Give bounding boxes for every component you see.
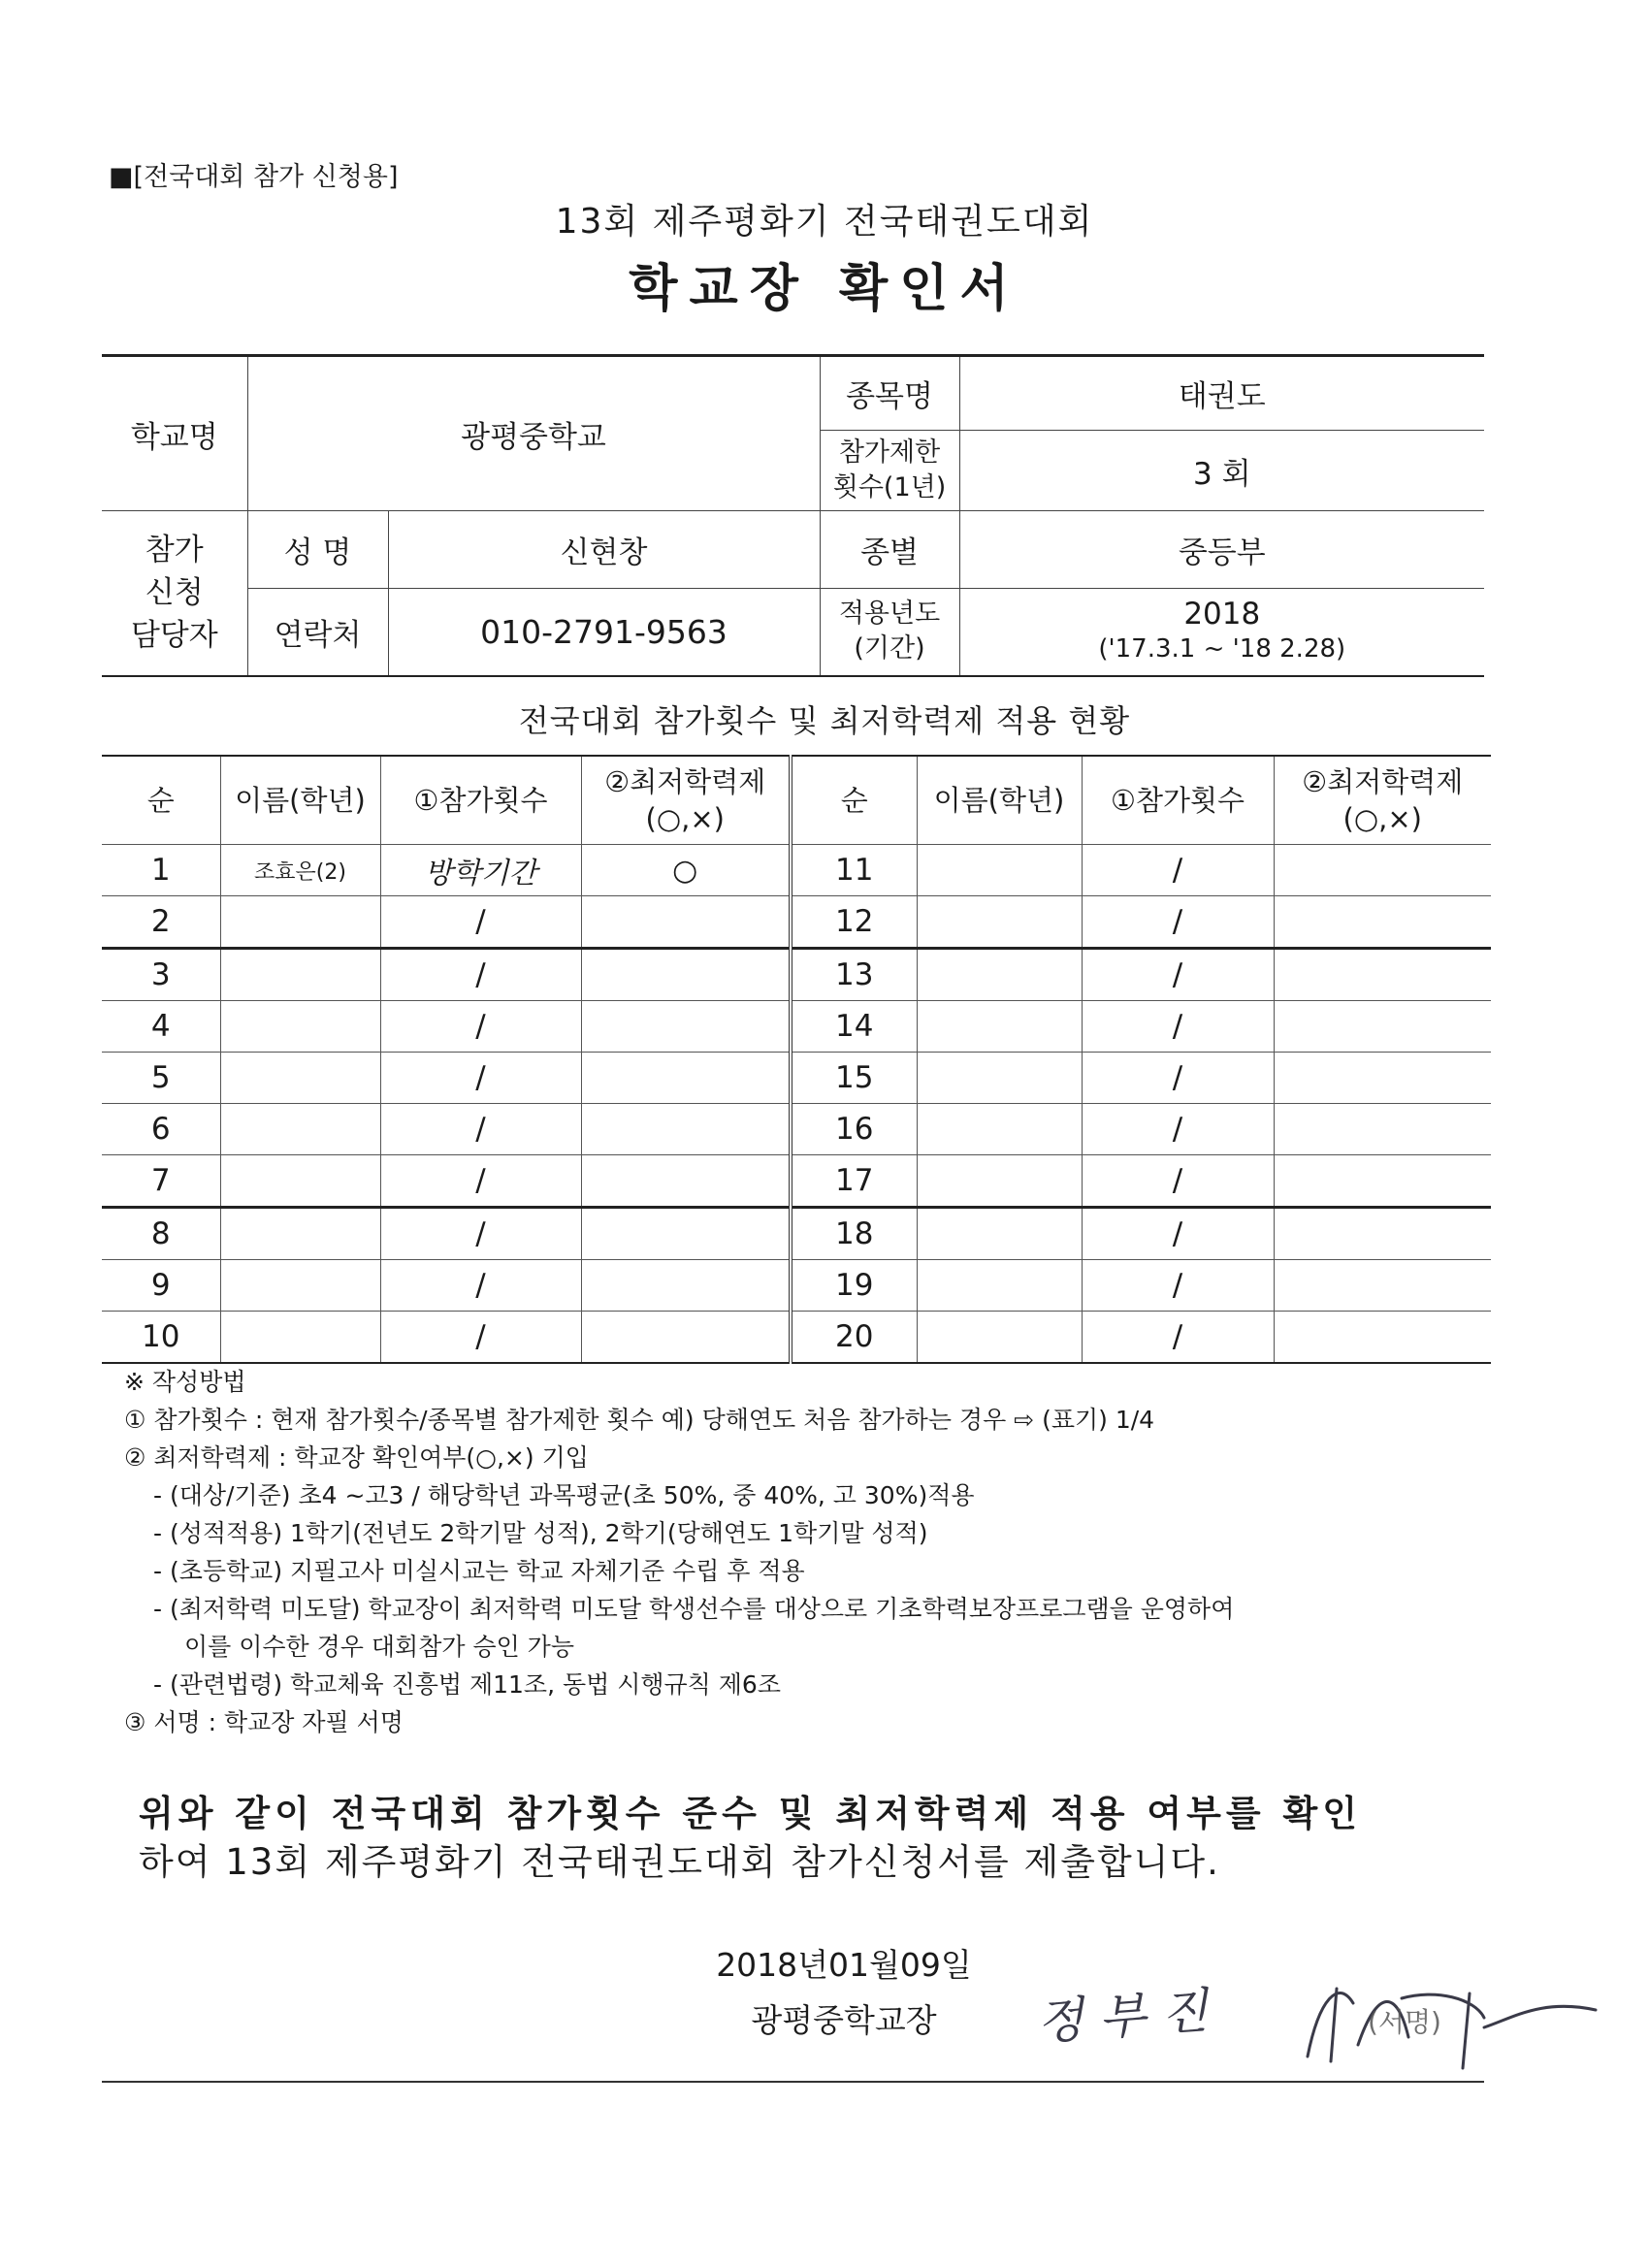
row-min-grade-2	[1274, 1208, 1491, 1260]
row-name	[220, 949, 380, 1001]
instruction-line: ① 참가횟수 : 현재 참가횟수/종목별 참가제한 횟수 예) 당해연도 처음 참가하는 경우 ⇨ (표기) 1/4	[124, 1406, 1155, 1434]
row-name-2	[917, 949, 1082, 1001]
row-min-grade	[581, 949, 791, 1001]
row-no: 5	[102, 1053, 220, 1104]
form-type-tag: ■[전국대회 참가 신청용]	[109, 162, 399, 192]
event-title: 13회 제주평화기 전국태권도대회	[555, 202, 1094, 242]
row-count: /	[380, 1001, 581, 1053]
table-row	[102, 1155, 1491, 1208]
table-row	[102, 896, 1491, 949]
row-min-grade-2	[1274, 1104, 1491, 1155]
row-name	[220, 1104, 380, 1155]
instruction-line: - (초등학교) 지필고사 미실시교는 학교 자체기준 수립 후 적용	[153, 1557, 805, 1585]
row-no: 9	[102, 1260, 220, 1312]
row-count-2: /	[1082, 949, 1274, 1001]
row-count-2: /	[1082, 1208, 1274, 1260]
row-name-2	[917, 1312, 1082, 1364]
applicant-label	[102, 511, 247, 676]
row-min-grade	[581, 1053, 791, 1104]
row-no: 8	[102, 1208, 220, 1260]
row-count-2: /	[1082, 1155, 1274, 1208]
row-no: 7	[102, 1155, 220, 1208]
row-no: 4	[102, 1001, 220, 1053]
row-no-2: 13	[791, 949, 917, 1001]
row-name-2	[917, 1104, 1082, 1155]
row-name-2	[917, 1260, 1082, 1312]
applicant-label-line1: 참가	[145, 533, 204, 568]
row-count: /	[380, 1312, 581, 1364]
table-row	[102, 1104, 1491, 1155]
instruction-line: 이를 이수한 경우 대회참가 승인 가능	[184, 1633, 574, 1661]
row-count: /	[380, 896, 581, 949]
row-no: 6	[102, 1104, 220, 1155]
row-no: 10	[102, 1312, 220, 1364]
instructions	[124, 1363, 1502, 1741]
header-min-grade-2-line2: (○,×)	[1342, 802, 1422, 835]
table-row	[102, 949, 1491, 1001]
applicant-label-line3: 담당자	[130, 618, 218, 654]
row-min-grade	[581, 1208, 791, 1260]
header-min-grade	[581, 756, 791, 845]
header-count-2: ①참가횟수	[1082, 756, 1274, 845]
header-min-grade-line1: ②최저학력제	[604, 765, 766, 798]
row-min-grade-2	[1274, 1155, 1491, 1208]
row-min-grade-2	[1274, 1312, 1491, 1364]
row-name	[220, 1001, 380, 1053]
row-min-grade	[581, 1312, 791, 1364]
row-name	[220, 1312, 380, 1364]
row-no-2: 20	[791, 1312, 917, 1364]
name-label: 성 명	[247, 511, 388, 589]
info-table	[102, 354, 1484, 677]
participation-table	[102, 755, 1491, 1364]
header-min-grade-2-line1: ②최저학력제	[1302, 765, 1464, 798]
instruction-line: - (대상/기준) 초4 ~고3 / 해당학년 과목평균(초 50%, 중 40%, 고 30%)적용	[153, 1481, 975, 1509]
row-name-2	[917, 896, 1082, 949]
instruction-line: ② 최저학력제 : 학교장 확인여부(○,×) 기입	[124, 1443, 589, 1472]
instruction-line: - (성적적용) 1학기(전년도 2학기말 성적), 2학기(당해연도 1학기말 성적)	[153, 1519, 928, 1547]
row-no-2: 16	[791, 1104, 917, 1155]
year-value-cell	[959, 589, 1484, 676]
row-min-grade	[581, 1155, 791, 1208]
table-row	[102, 845, 1491, 896]
header-name-2: 이름(학년)	[917, 756, 1082, 845]
year-label-line1: 적용년도	[838, 599, 941, 630]
school-label: 학교명	[102, 356, 247, 511]
signature-seal-text: (서명)	[1368, 2006, 1441, 2038]
row-name-2	[917, 1001, 1082, 1053]
row-name	[220, 1155, 380, 1208]
limit-label-line2: 횟수(1년)	[832, 472, 947, 502]
event-value: 태권도	[959, 356, 1484, 431]
row-name: 조효은(2)	[220, 845, 380, 896]
row-name-2	[917, 845, 1082, 896]
row-count: /	[380, 949, 581, 1001]
row-no-2: 19	[791, 1260, 917, 1312]
header-no: 순	[102, 756, 220, 845]
row-min-grade-2	[1274, 1260, 1491, 1312]
table-row	[102, 1260, 1491, 1312]
row-no-2: 15	[791, 1053, 917, 1104]
submission-date: 2018년01월09일	[716, 1946, 972, 1984]
header-min-grade-line2: (○,×)	[645, 802, 725, 835]
row-no-2: 12	[791, 896, 917, 949]
row-name-2	[917, 1053, 1082, 1104]
signature-scribble	[1308, 1989, 1596, 2068]
instruction-line: - (관련법령) 학교체육 진흥법 제11조, 동법 시행규칙 제6조	[153, 1670, 781, 1699]
instruction-line: ③ 서명 : 학교장 자필 서명	[124, 1708, 404, 1736]
row-no-2: 18	[791, 1208, 917, 1260]
row-min-grade-2	[1274, 896, 1491, 949]
instruction-line: - (최저학력 미도달) 학교장이 최저학력 미도달 학생선수를 대상으로 기초학력보장프로그램을 운영하여	[153, 1595, 1235, 1623]
document-title: 학교장 확인서	[629, 260, 1020, 318]
row-count-2: /	[1082, 1312, 1274, 1364]
row-no-2: 14	[791, 1001, 917, 1053]
limit-label-line1: 참가제한	[838, 437, 941, 468]
row-no-2: 17	[791, 1155, 917, 1208]
header-no-2: 순	[791, 756, 917, 845]
year-value: 2018	[1183, 597, 1261, 632]
row-min-grade-2	[1274, 1001, 1491, 1053]
row-min-grade	[581, 1104, 791, 1155]
row-min-grade	[581, 1260, 791, 1312]
row-name	[220, 1260, 380, 1312]
confirmation-statement	[139, 1790, 1477, 1887]
row-no: 2	[102, 896, 220, 949]
header-min-grade-2	[1274, 756, 1491, 845]
table-row	[102, 1208, 1491, 1260]
principal-signature	[1028, 1960, 1600, 2076]
row-count: /	[380, 1260, 581, 1312]
row-count: /	[380, 1104, 581, 1155]
limit-label	[820, 431, 959, 511]
bottom-rule	[102, 2081, 1484, 2083]
table-row	[102, 1312, 1491, 1364]
school-name: 광평중학교	[247, 356, 820, 511]
applicant-name: 신현창	[388, 511, 820, 589]
row-count: /	[380, 1155, 581, 1208]
row-count-2: /	[1082, 1001, 1274, 1053]
row-count-2: /	[1082, 1260, 1274, 1312]
row-min-grade-2	[1274, 1053, 1491, 1104]
row-name-2	[917, 1155, 1082, 1208]
event-label: 종목명	[820, 356, 959, 431]
row-no: 3	[102, 949, 220, 1001]
header-name: 이름(학년)	[220, 756, 380, 845]
row-no: 1	[102, 845, 220, 896]
header-count: ①참가횟수	[380, 756, 581, 845]
contact-value: 010-2791-9563	[388, 589, 820, 676]
row-name-2	[917, 1208, 1082, 1260]
row-count: /	[380, 1208, 581, 1260]
row-name	[220, 1208, 380, 1260]
row-min-grade-2	[1274, 845, 1491, 896]
row-name	[220, 896, 380, 949]
row-count-2: /	[1082, 845, 1274, 896]
row-count-2: /	[1082, 896, 1274, 949]
limit-value: 3 회	[959, 431, 1484, 511]
period-value: ('17.3.1 ~ '18 2.28)	[1098, 634, 1346, 664]
row-count-2: /	[1082, 1053, 1274, 1104]
table-row	[102, 1001, 1491, 1053]
row-count-2: /	[1082, 1104, 1274, 1155]
year-label-line2: (기간)	[854, 633, 925, 664]
row-min-grade-2	[1274, 949, 1491, 1001]
principal-title: 광평중학교장	[751, 2001, 937, 2039]
row-min-grade	[581, 1001, 791, 1053]
category-label: 종별	[820, 511, 959, 589]
category-value: 중등부	[959, 511, 1484, 589]
signature-name: 정 부 진	[1034, 1982, 1211, 2051]
year-label	[820, 589, 959, 676]
table-header-row	[102, 756, 1491, 845]
table-row	[102, 1053, 1491, 1104]
confirmation-line1: 위와 같이 전국대회 참가횟수 준수 및 최저학력제 적용 여부를 확인	[139, 1793, 1362, 1834]
row-min-grade	[581, 896, 791, 949]
row-name	[220, 1053, 380, 1104]
row-count: 방학기간	[380, 845, 581, 896]
status-section-title: 전국대회 참가횟수 및 최저학력제 적용 현황	[518, 702, 1131, 739]
contact-label: 연락처	[247, 589, 388, 676]
applicant-label-line2: 신청	[145, 575, 204, 611]
instructions-heading: ※ 작성방법	[124, 1368, 246, 1396]
row-count: /	[380, 1053, 581, 1104]
row-no-2: 11	[791, 845, 917, 896]
row-min-grade: ○	[581, 845, 791, 896]
confirmation-line2: 하여 13회 제주평화기 전국태권도대회 참가신청서를 제출합니다.	[139, 1841, 1220, 1883]
